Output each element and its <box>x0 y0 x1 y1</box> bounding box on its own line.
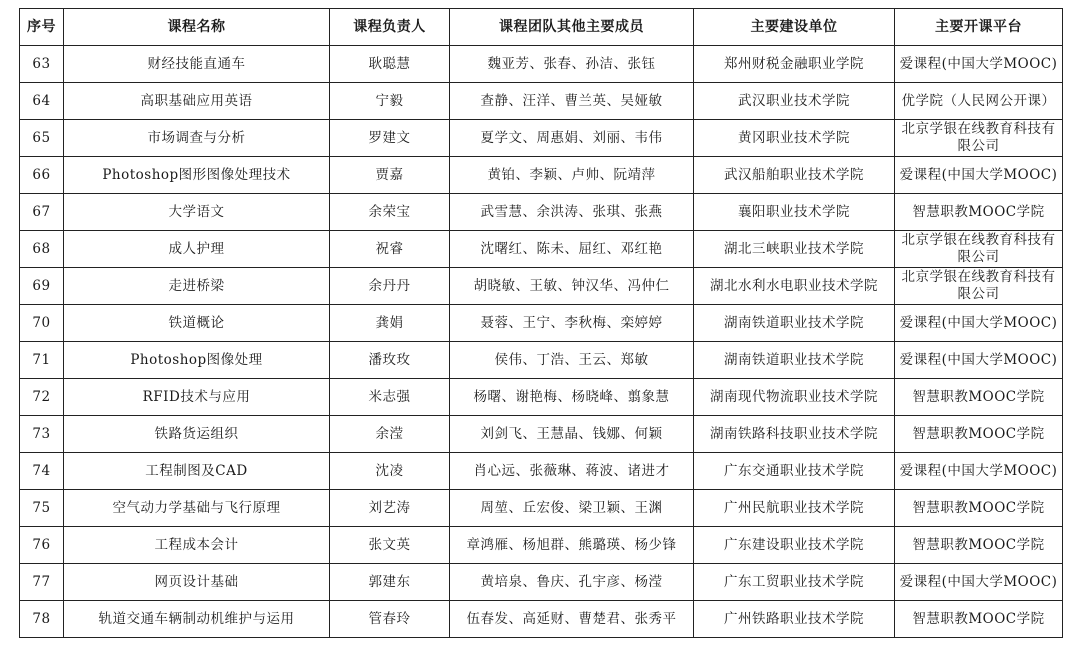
cell-lead: 余荣宝 <box>330 194 450 231</box>
cell-no: 65 <box>20 120 64 157</box>
cell-platform: 爱课程(中国大学MOOC) <box>895 46 1063 83</box>
cell-lead: 贾嘉 <box>330 157 450 194</box>
cell-course: 成人护理 <box>64 231 330 268</box>
cell-unit: 武汉职业技术学院 <box>694 83 895 120</box>
table-header-row <box>20 9 1063 46</box>
cell-course: 铁道概论 <box>64 305 330 342</box>
cell-no: 67 <box>20 194 64 231</box>
cell-members: 侯伟、丁浩、王云、郑敏 <box>450 342 694 379</box>
cell-lead: 龚娟 <box>330 305 450 342</box>
cell-members: 查静、汪洋、曹兰英、吴娅敏 <box>450 83 694 120</box>
cell-course: 铁路货运组织 <box>64 416 330 453</box>
cell-no: 71 <box>20 342 64 379</box>
cell-members: 章鸿雁、杨旭群、熊璐瑛、杨少锋 <box>450 527 694 564</box>
cell-unit: 广州民航职业技术学院 <box>694 490 895 527</box>
cell-unit: 湖北水利水电职业技术学院 <box>694 268 895 305</box>
cell-platform: 优学院（人民网公开课） <box>895 83 1063 120</box>
cell-platform: 北京学银在线教育科技有限公司 <box>895 268 1063 305</box>
cell-unit: 湖南现代物流职业技术学院 <box>694 379 895 416</box>
cell-no: 66 <box>20 157 64 194</box>
cell-course: 工程制图及CAD <box>64 453 330 490</box>
cell-members: 刘剑飞、王慧晶、钱娜、何颖 <box>450 416 694 453</box>
cell-no: 75 <box>20 490 64 527</box>
cell-lead: 罗建文 <box>330 120 450 157</box>
cell-lead: 刘艺涛 <box>330 490 450 527</box>
cell-lead: 祝睿 <box>330 231 450 268</box>
cell-course: Photoshop图像处理 <box>64 342 330 379</box>
cell-course: 网页设计基础 <box>64 564 330 601</box>
table-row <box>20 231 1063 268</box>
cell-course: 走进桥梁 <box>64 268 330 305</box>
table-row <box>20 379 1063 416</box>
table-row <box>20 453 1063 490</box>
course-table-container <box>19 8 1062 638</box>
cell-members: 聂蓉、王宁、李秋梅、栾婷婷 <box>450 305 694 342</box>
cell-unit: 襄阳职业技术学院 <box>694 194 895 231</box>
cell-course: 财经技能直通车 <box>64 46 330 83</box>
cell-no: 77 <box>20 564 64 601</box>
header-platform: 主要开课平台 <box>895 9 1063 46</box>
cell-members: 肖心远、张薇琳、蒋波、诸进才 <box>450 453 694 490</box>
cell-unit: 黄冈职业技术学院 <box>694 120 895 157</box>
table-row <box>20 416 1063 453</box>
cell-platform: 爱课程(中国大学MOOC) <box>895 157 1063 194</box>
cell-no: 68 <box>20 231 64 268</box>
cell-members: 沈曙红、陈未、屈红、邓红艳 <box>450 231 694 268</box>
table-body <box>20 46 1063 638</box>
table-row <box>20 120 1063 157</box>
course-table <box>19 8 1063 638</box>
cell-members: 杨曙、谢艳梅、杨晓峰、翦象慧 <box>450 379 694 416</box>
cell-platform: 爱课程(中国大学MOOC) <box>895 342 1063 379</box>
cell-no: 76 <box>20 527 64 564</box>
header-course: 课程名称 <box>64 9 330 46</box>
cell-no: 70 <box>20 305 64 342</box>
cell-platform: 北京学银在线教育科技有限公司 <box>895 120 1063 157</box>
cell-members: 夏学文、周惠娟、刘丽、韦伟 <box>450 120 694 157</box>
cell-no: 63 <box>20 46 64 83</box>
cell-course: RFID技术与应用 <box>64 379 330 416</box>
cell-lead: 米志强 <box>330 379 450 416</box>
cell-members: 胡晓敏、王敏、钟汉华、冯仲仁 <box>450 268 694 305</box>
header-lead: 课程负责人 <box>330 9 450 46</box>
cell-platform: 智慧职教MOOC学院 <box>895 379 1063 416</box>
cell-unit: 郑州财税金融职业学院 <box>694 46 895 83</box>
cell-unit: 武汉船舶职业技术学院 <box>694 157 895 194</box>
cell-lead: 沈凌 <box>330 453 450 490</box>
cell-lead: 余滢 <box>330 416 450 453</box>
cell-platform: 爱课程(中国大学MOOC) <box>895 564 1063 601</box>
cell-unit: 湖南铁路科技职业技术学院 <box>694 416 895 453</box>
cell-lead: 耿聪慧 <box>330 46 450 83</box>
header-no: 序号 <box>20 9 64 46</box>
cell-platform: 智慧职教MOOC学院 <box>895 601 1063 638</box>
cell-lead: 郭建东 <box>330 564 450 601</box>
cell-lead: 潘玫玫 <box>330 342 450 379</box>
cell-members: 黄培泉、鲁庆、孔宇彦、杨滢 <box>450 564 694 601</box>
cell-members: 周堃、丘宏俊、梁卫颖、王渊 <box>450 490 694 527</box>
cell-platform: 智慧职教MOOC学院 <box>895 527 1063 564</box>
cell-no: 78 <box>20 601 64 638</box>
cell-course: 大学语文 <box>64 194 330 231</box>
cell-unit: 广东建设职业技术学院 <box>694 527 895 564</box>
cell-course: 轨道交通车辆制动机维护与运用 <box>64 601 330 638</box>
cell-unit: 广东交通职业技术学院 <box>694 453 895 490</box>
cell-no: 64 <box>20 83 64 120</box>
cell-lead: 张文英 <box>330 527 450 564</box>
table-row <box>20 83 1063 120</box>
cell-platform: 爱课程(中国大学MOOC) <box>895 305 1063 342</box>
table-row <box>20 268 1063 305</box>
cell-no: 74 <box>20 453 64 490</box>
table-row <box>20 46 1063 83</box>
cell-platform: 智慧职教MOOC学院 <box>895 416 1063 453</box>
table-row <box>20 342 1063 379</box>
table-row <box>20 490 1063 527</box>
cell-lead: 管春玲 <box>330 601 450 638</box>
cell-unit: 湖南铁道职业技术学院 <box>694 305 895 342</box>
cell-platform: 智慧职教MOOC学院 <box>895 194 1063 231</box>
table-row <box>20 194 1063 231</box>
cell-unit: 广州铁路职业技术学院 <box>694 601 895 638</box>
header-members: 课程团队其他主要成员 <box>450 9 694 46</box>
cell-course: 工程成本会计 <box>64 527 330 564</box>
cell-course: 高职基础应用英语 <box>64 83 330 120</box>
cell-members: 武雪慧、余洪涛、张琪、张燕 <box>450 194 694 231</box>
cell-no: 69 <box>20 268 64 305</box>
header-unit: 主要建设单位 <box>694 9 895 46</box>
table-row <box>20 305 1063 342</box>
cell-no: 72 <box>20 379 64 416</box>
cell-members: 黄铂、李颖、卢帅、阮靖萍 <box>450 157 694 194</box>
table-row <box>20 601 1063 638</box>
cell-unit: 广东工贸职业技术学院 <box>694 564 895 601</box>
cell-course: Photoshop图形图像处理技术 <box>64 157 330 194</box>
cell-unit: 湖南铁道职业技术学院 <box>694 342 895 379</box>
cell-platform: 北京学银在线教育科技有限公司 <box>895 231 1063 268</box>
cell-course: 市场调查与分析 <box>64 120 330 157</box>
table-row <box>20 564 1063 601</box>
cell-unit: 湖北三峡职业技术学院 <box>694 231 895 268</box>
cell-lead: 余丹丹 <box>330 268 450 305</box>
cell-platform: 爱课程(中国大学MOOC) <box>895 453 1063 490</box>
cell-course: 空气动力学基础与飞行原理 <box>64 490 330 527</box>
cell-lead: 宁毅 <box>330 83 450 120</box>
cell-platform: 智慧职教MOOC学院 <box>895 490 1063 527</box>
cell-members: 伍春发、高延财、曹楚君、张秀平 <box>450 601 694 638</box>
table-row <box>20 527 1063 564</box>
cell-members: 魏亚芳、张春、孙洁、张钰 <box>450 46 694 83</box>
table-row <box>20 157 1063 194</box>
cell-no: 73 <box>20 416 64 453</box>
